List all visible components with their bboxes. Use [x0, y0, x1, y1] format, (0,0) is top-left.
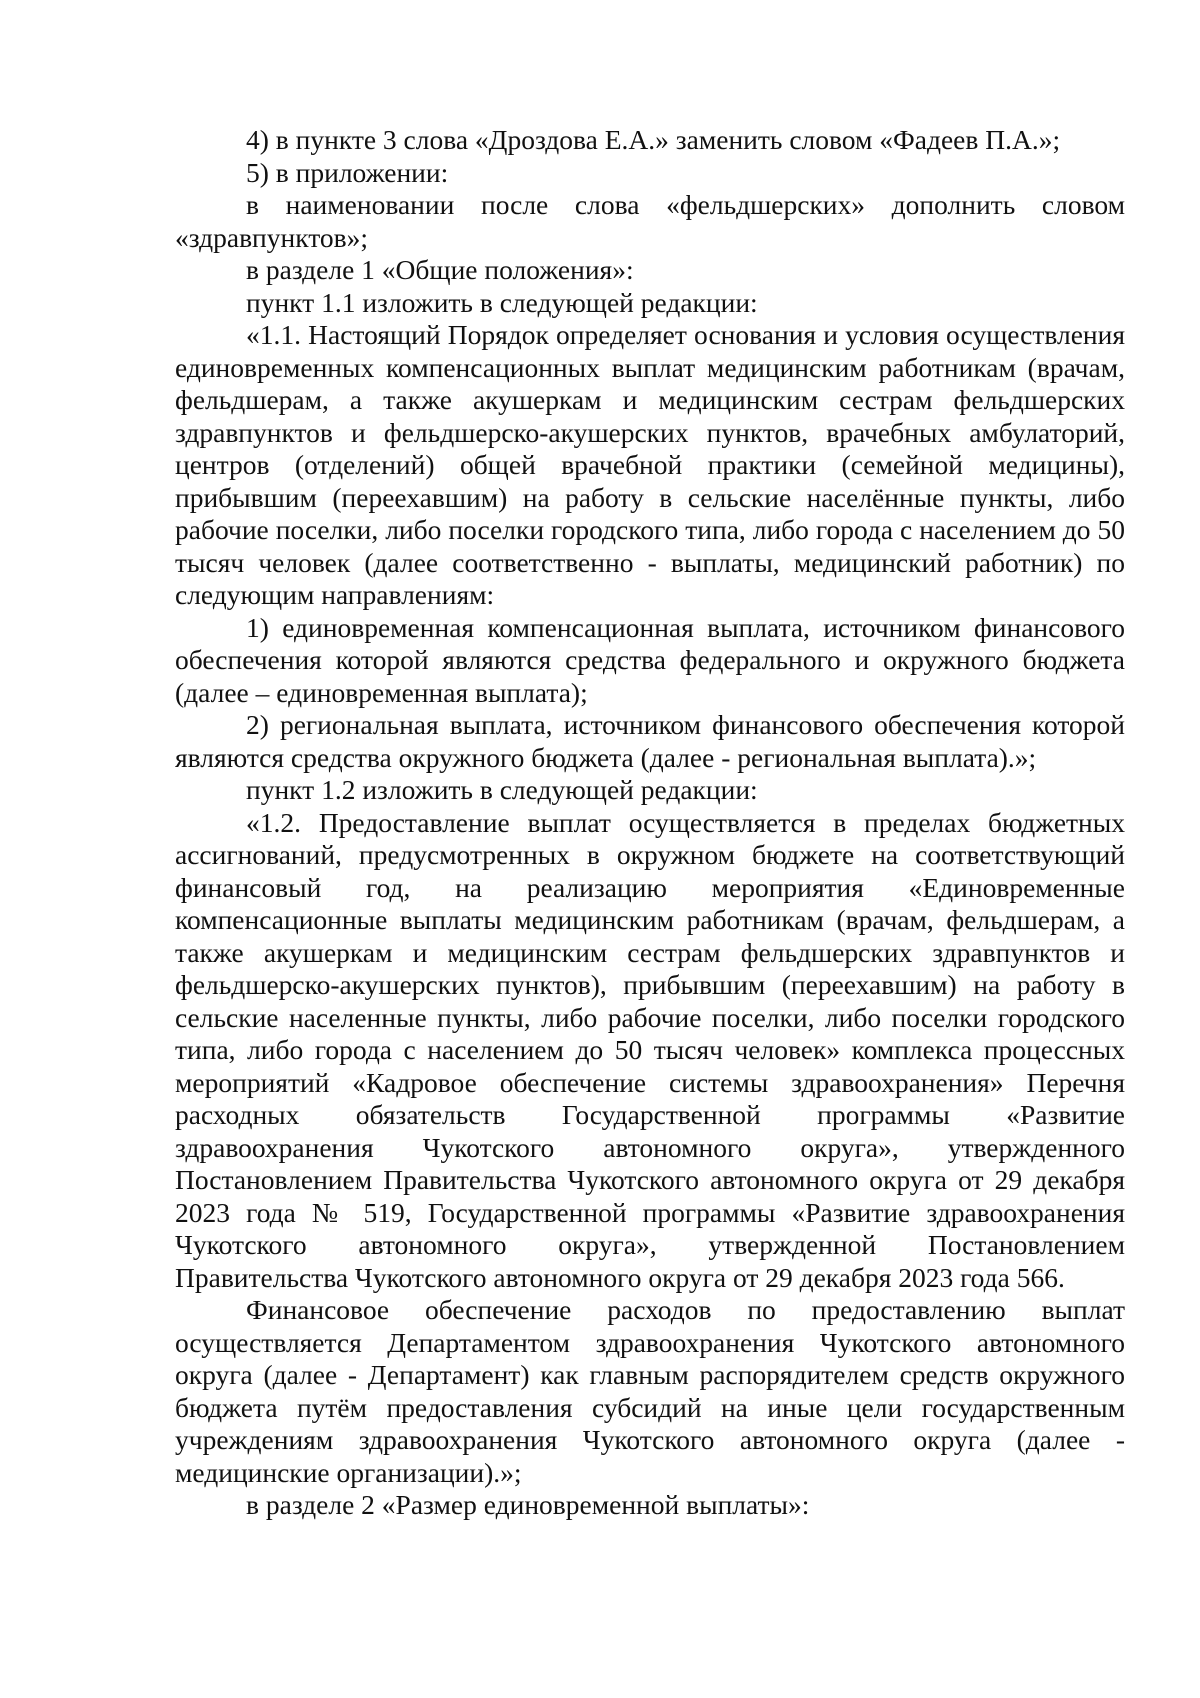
paragraph-clause-1-2-intro: пункт 1.2 изложить в следующей редакции:: [246, 774, 758, 805]
paragraph-section-1-heading: в разделе 1 «Общие положения»:: [246, 254, 634, 285]
paragraph-section-2-heading: в разделе 2 «Размер единовременной выплаты»:: [246, 1489, 810, 1520]
paragraph-payment-type-1: 1) единовременная компенсационная выплата, источником финансового обеспечения которой являются средства федерального и окружного бюджета (далее – единовременная выплата);: [175, 611, 1125, 708]
paragraph-clause-1-1-intro: пункт 1.1 изложить в следующей редакции:: [246, 286, 758, 318]
paragraph-title-change: в наименовании после слова «фельдшерских» дополнить словом «здравпунктов»;: [175, 189, 1125, 253]
paragraph-item-5-appendix: 5) в приложении:: [246, 156, 449, 188]
document-page: [175, 124, 1125, 1522]
paragraph-payment-type-2: 2) региональная выплата, источником финансового обеспечения которой являются средства окружного бюджета (далее - региональная выплата).»;: [175, 709, 1125, 773]
paragraph-clause-1-1-text: «1.1. Настоящий Порядок определяет основания и условия осуществления единовременных компенсационных выплат медицинским работникам (врачам, фельдшерам, а также акушеркам и медицинским сестрам фельдшерских здравпунктов и фельдшерско-акушерских пунктов, врачебных амбулаторий, центров (отделений) общей врачебной практики (семейной медицины), прибывшим (переехавшим) на работу в сельские населённые пункты, либо рабочие поселки, либо поселки городского типа, либо города с населением до 50 тысяч человек (далее соответственно - выплаты, медицинский работник) по следующим направлениям:: [175, 319, 1125, 610]
paragraph-financing: Финансовое обеспечение расходов по предоставлению выплат осуществляется Департаментом здравоохранения Чукотского автономного округа (далее - Департамент) как главным распорядителем средств окружного бюджета путём предоставления субсидий на иные цели государственным учреждениям здравоохранения Чукотского автономного округа (далее - медицинские организации).»;: [175, 1294, 1125, 1488]
paragraph-clause-1-2-text: «1.2. Предоставление выплат осуществляется в пределах бюджетных ассигнований, предусмотренных в окружном бюджете на соответствующий финансовый год, на реализацию мероприятия «Единовременные компенсационные выплаты медицинским работникам (врачам, фельдшерам, а также акушеркам и медицинским сестрам фельдшерских здравпунктов и фельдшерско-акушерских пунктов), прибывшим (переехавшим) на работу в сельские населенные пункты, либо рабочие поселки, либо поселки городского типа, либо города с населением до 50 тысяч человек» комплекса процессных мероприятий «Кадровое обеспечение системы здравоохранения» Перечня расходных обязательств Государственной программы «Развитие здравоохранения Чукотского автономного округа», утвержденного Постановлением Правительства Чукотского автономного округа от 29 декабря 2023 года № 519, Государственной программы «Развитие здравоохранения Чукотского автономного округа», утвержденной Постановлением Правительства Чукотского автономного округа от 29 декабря 2023 года 566.: [175, 806, 1125, 1293]
paragraph-item-4-amendment: 4) в пункте 3 слова «Дроздова Е.А.» заменить словом «Фадеев П.А.»;: [246, 124, 1061, 155]
